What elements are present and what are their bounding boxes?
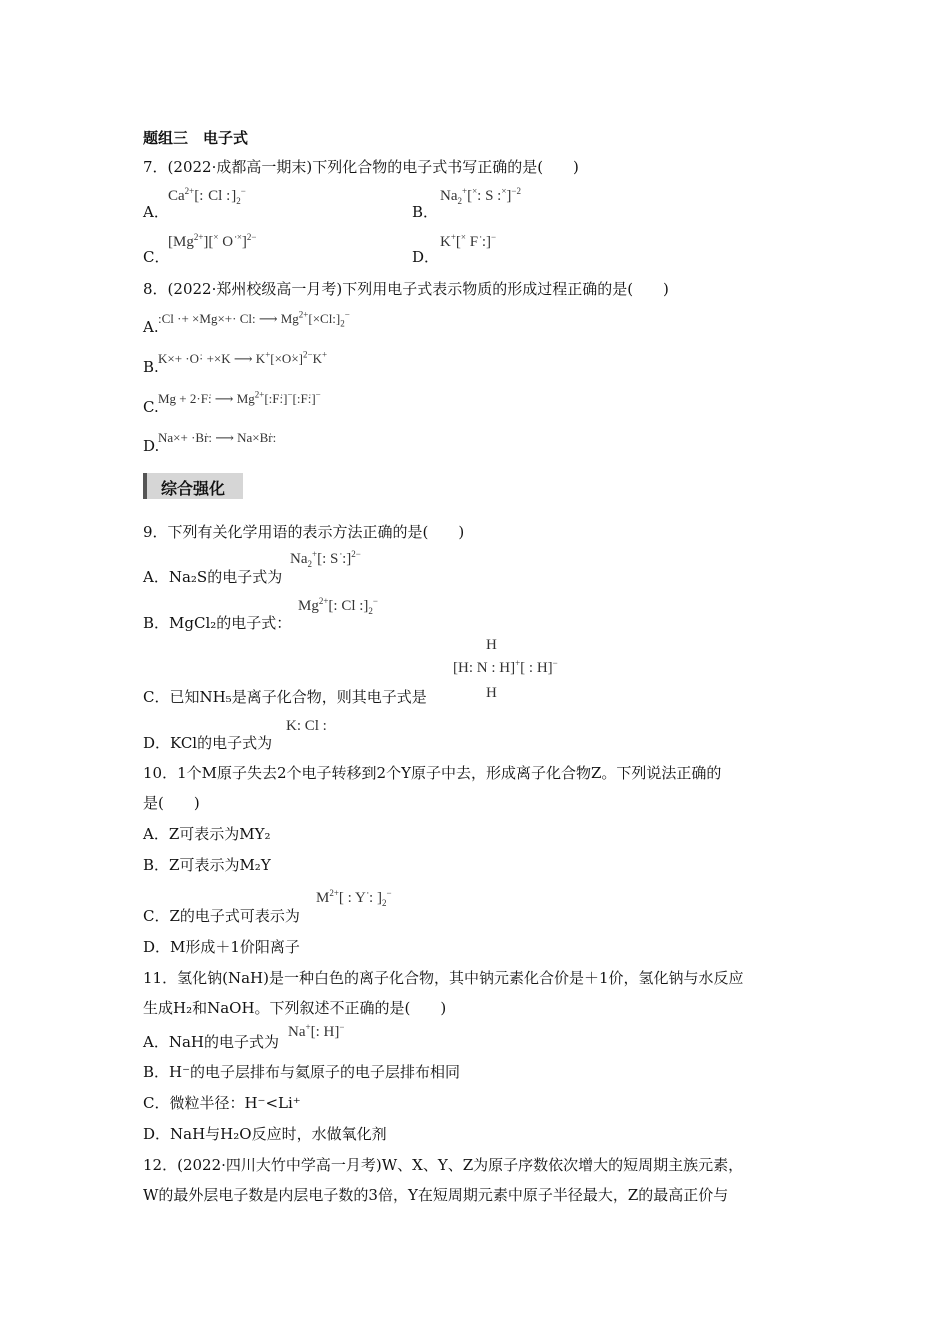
q10-option-a: A．Z可表示为MY₂	[143, 825, 271, 843]
q7-option-d-label: D．	[412, 248, 440, 266]
q9-option-c-formula-bottom: H	[486, 685, 497, 701]
q9-option-a-formula: $Na_2^+$[: S͘ :]$^{2-}$	[290, 549, 361, 569]
q9-option-d-text: D．KCl的电子式为	[143, 734, 273, 752]
q8-option-c-formula: Mg + 2·F͘: ⟶ $Mg^{2+}[:F͘:]^-[:F͘:]^-$	[158, 389, 321, 406]
q9-option-c-formula: [H: N : H]+[ : H]−	[453, 658, 558, 676]
q8-option-d-label: D.	[143, 437, 160, 455]
q8-option-d-formula: Na×+ ·B͘r: ⟶ Na×B͘r:	[158, 430, 277, 445]
q8-option-a-formula: :C͘l ·+ ×Mg×+· C͘l: ⟶ $Mg^{2+}[\times C͘l:]_2^-$	[158, 309, 350, 329]
badge-label: 综合强化	[161, 479, 226, 498]
question-10-stem-line1: 10．1个M原子失去2个电子转移到2个Y原子中去，形成离子化合物Z。下列说法正确的	[143, 764, 722, 782]
q7-option-a-formula: $Ca^{2+}$[: C͘l $:]_2^-$	[168, 186, 246, 206]
q10-option-c-formula: $M^{2+}$[ : Y͘ : ]$_2^-$	[316, 888, 392, 908]
q9-option-c-formula-top: H	[486, 637, 497, 653]
q7-option-d-formula: K+[× F͘ :]−	[440, 232, 497, 250]
q7-option-c-formula: $[Mg^{2+}][^\times$ O͘ ×]$^{2-}$	[168, 232, 257, 250]
q11-option-a-text: A．NaH的电子式为	[143, 1033, 279, 1051]
comprehensive-section-badge	[143, 473, 243, 499]
question-7-stem: 7．(2022·成都高一期末)下列化合物的电子式书写正确的是( )	[143, 158, 579, 176]
q9-option-a-text: A．Na₂S的电子式为	[143, 568, 283, 586]
q9-option-b-text: B．MgCl₂的电子式：	[143, 614, 292, 632]
q8-option-b-formula: K×+ ·O͘· +×K ⟶ K+[×O͘×]$^{2-}$K+	[158, 349, 328, 366]
q10-option-c-text: C．Z的电子式可表示为	[143, 907, 300, 925]
q10-option-b: B．Z可表示为M₂Y	[143, 856, 271, 874]
question-9-stem: 9．下列有关化学用语的表示方法正确的是( )	[143, 523, 465, 541]
q7-option-c-label: C．	[143, 248, 170, 266]
q11-option-b: B．H⁻的电子层排布与氦原子的电子层排布相同	[143, 1063, 461, 1081]
section-title: 题组三 电子式	[143, 129, 249, 147]
question-12-stem-line1: 12．(2022·四川大竹中学高一月考)W、X、Y、Z为原子序数依次增大的短周期主族元素，	[143, 1156, 744, 1174]
question-8-stem: 8．(2022·郑州校级高一月考)下列用电子式表示物质的形成过程正确的是( )	[143, 280, 669, 298]
q7-option-a-label: A．	[143, 203, 169, 221]
q11-option-c: C．微粒半径：H⁻<Li⁺	[143, 1094, 301, 1112]
q9-option-d-formula: K: C͘l :	[286, 718, 327, 734]
q11-option-a-formula: Na+[: H]−	[288, 1022, 345, 1040]
q8-option-c-label: C.	[143, 398, 159, 416]
q10-option-d: D．M形成＋1价阳离子	[143, 938, 300, 956]
q11-option-d: D．NaH与H₂O反应时，水做氧化剂	[143, 1125, 387, 1143]
q8-option-b-label: B.	[143, 358, 159, 376]
q7-option-b-label: B．	[412, 203, 439, 221]
q9-option-c-text: C．已知NH₅是离子化合物，则其电子式是	[143, 688, 427, 706]
question-10-stem-line2: 是( )	[143, 794, 200, 812]
q8-option-a-label: A.	[143, 318, 159, 336]
q7-option-b-formula: $Na_2^+[^\times$: S :×]$^{-2}$	[440, 186, 521, 206]
question-12-stem-line2: W的最外层电子数是内层电子数的3倍，Y在短周期元素中原子半径最大，Z的最高正价与	[143, 1186, 729, 1204]
q9-option-b-formula: $Mg^{2+}$[: C͘l $:]_2^-$	[298, 596, 378, 616]
question-11-stem-line2: 生成H₂和NaOH。下列叙述不正确的是( )	[143, 999, 447, 1017]
question-11-stem-line1: 11．氢化钠(NaH)是一种白色的离子化合物，其中钠元素化合价是＋1价，氢化钠与水反应	[143, 969, 744, 987]
